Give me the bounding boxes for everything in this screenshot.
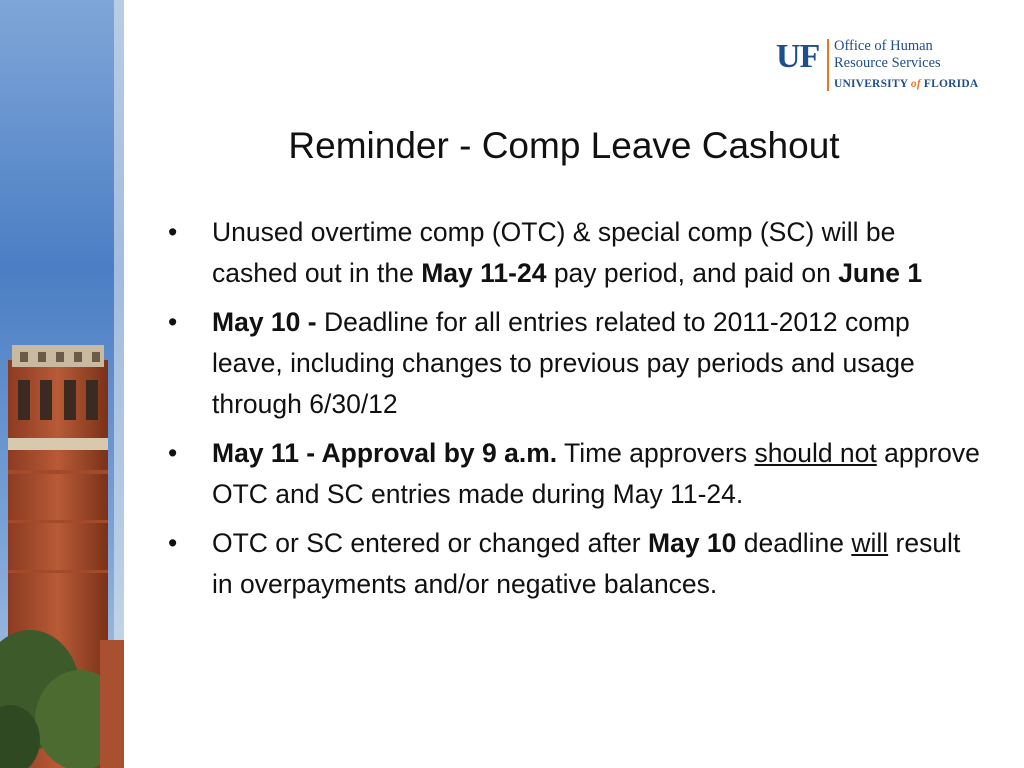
bullet-item-cashout: • Unused overtime comp (OTC) & special comp (SC) will be cashed out in the May 11-24 pay period, and paid on June 1 [166,212,986,294]
campus-photo-sidebar [0,0,124,768]
slide-title: Reminder - Comp Leave Cashout [288,125,840,166]
logo-line-office: Office of Human [834,38,933,54]
logo-line-university [834,77,978,91]
logo-divider [827,39,829,91]
bullet-marker: • [168,528,178,558]
uf-logo-mark: UF [776,38,820,75]
logo-line-services: Resource Services [834,55,941,71]
bullet-item-overpayment: • OTC or SC entered or changed after May 10 deadline will result in overpayments and/or negative balances. [166,523,986,605]
bullet-list [166,212,986,613]
bullet-marker: • [168,217,178,247]
logo-university-word: UNIVERSITY [834,78,911,90]
bullet-marker: • [168,307,178,337]
bullet-item-deadline: • May 10 - Deadline for all entries related to 2011-2012 comp leave, including changes to previous pay periods and usage through 6/30/12 [166,302,986,425]
logo-florida-word: FLORIDA [920,78,979,90]
uf-hr-logo [776,37,996,95]
bullet-marker: • [168,438,178,468]
bullet-item-approval: • May 11 - Approval by 9 a.m. Time approvers should not approve OTC and SC entries made during May 11-24. [166,433,986,515]
century-tower-image [0,0,124,768]
logo-of-word: of [910,78,921,90]
